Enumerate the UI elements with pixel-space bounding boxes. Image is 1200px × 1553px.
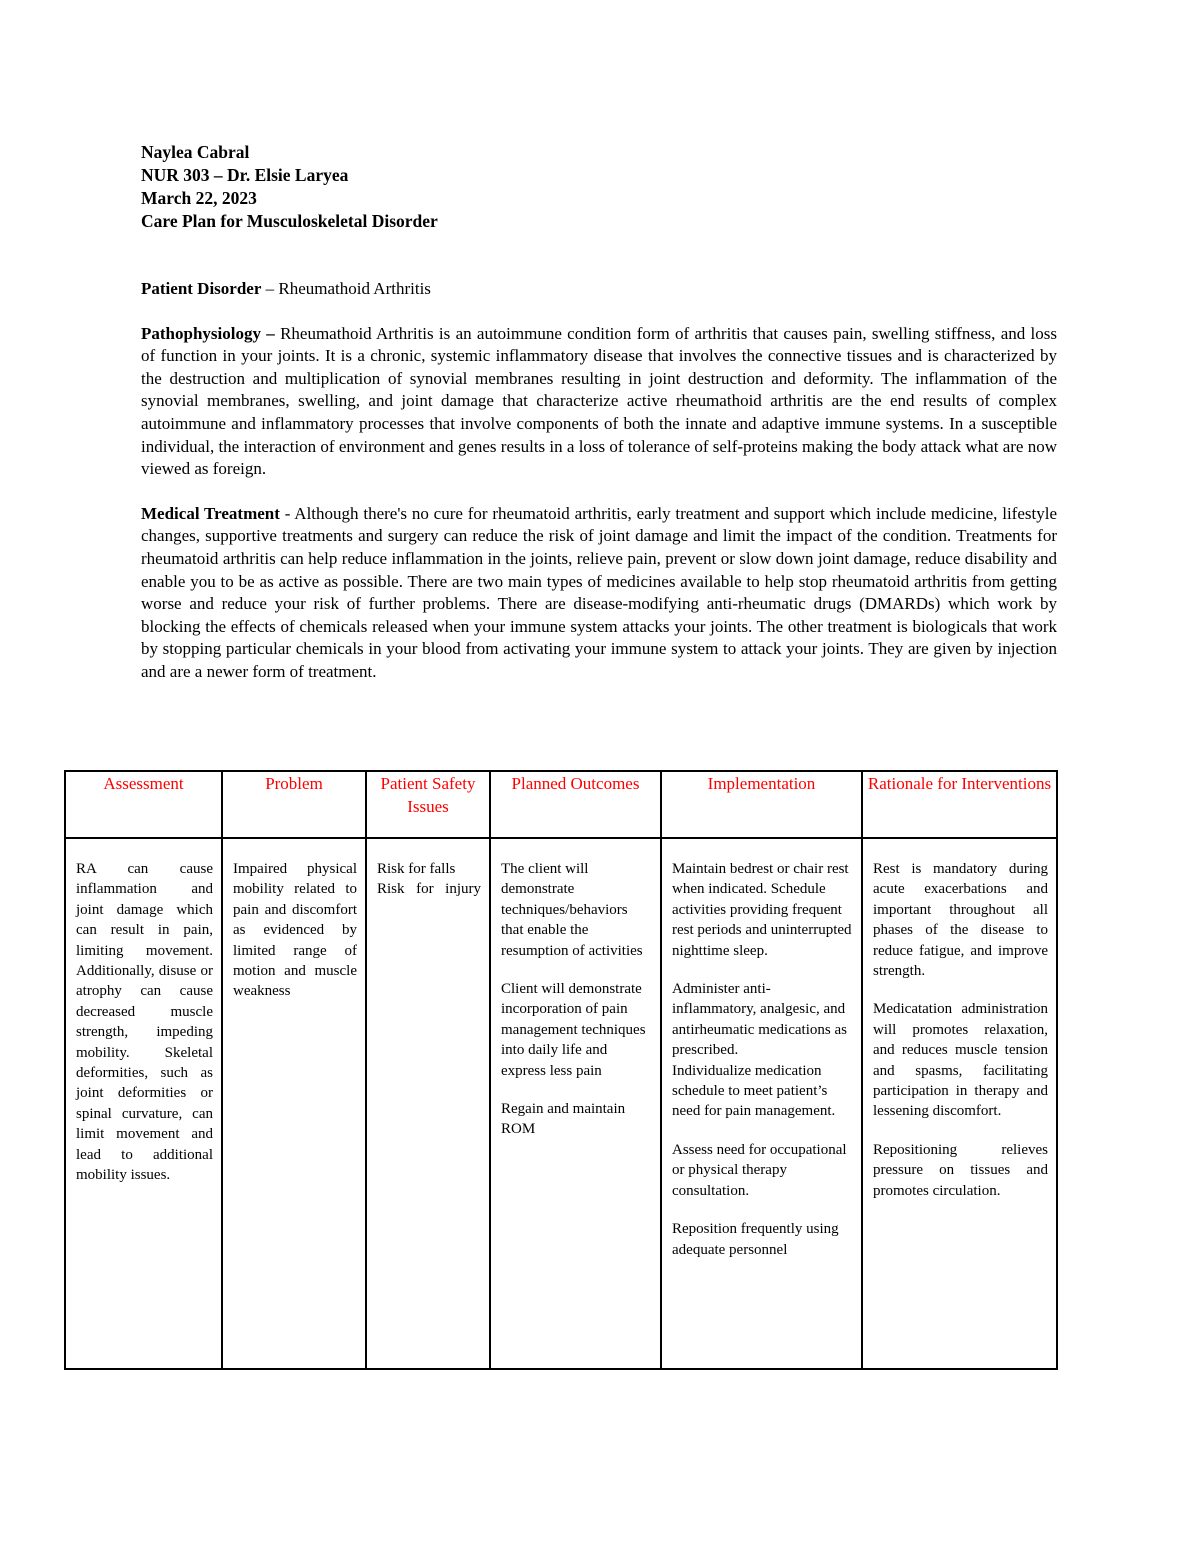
safety-item: Risk for injury <box>377 881 481 898</box>
assessment-text: RA can cause inflammation and joint damage which can result in pain, limiting movement. Additionally, disuse or atrophy can cause decreased muscle strength, impeding mobility. Skeletal deformities, such as joint deformities or spinal curvature, can limit movement and lead to additional mobility issues. <box>76 861 213 1184</box>
header-assessment: Assessment <box>65 771 222 838</box>
document-body <box>141 141 1057 684</box>
date-line: March 22, 2023 <box>141 188 257 208</box>
medical-treatment-section <box>141 503 1057 684</box>
outcomes-cell <box>490 838 661 1369</box>
header-implementation: Implementation <box>661 771 862 838</box>
problem-text: Impaired physical mobility related to pain and discomfort as evidenced by limited range of motion and muscle weakness <box>233 861 357 1000</box>
rationale-item: Rest is mandatory during acute exacerbations and important throughout all phases of the disease to reduce fatigue, and improve strength. <box>873 861 1048 980</box>
safety-item: Risk for falls <box>377 861 456 877</box>
patient-disorder-value: Rheumathoid Arthritis <box>278 279 431 298</box>
outcome-item: The client will demonstrate techniques/behaviors that enable the resumption of activities <box>501 861 643 959</box>
header-patient-safety-issues: Patient Safety Issues <box>366 771 490 838</box>
header-planned-outcomes: Planned Outcomes <box>490 771 661 838</box>
implementation-item: Reposition frequently using adequate personnel <box>672 1221 839 1258</box>
outcome-item: Client will demonstrate incorporation of pain management techniques into daily life and express less pain <box>501 981 646 1079</box>
pathophysiology-text: Rheumathoid Arthritis is an autoimmune condition form of arthritis that causes pain, swelling stiffness, and loss of function in your joints. It is a chronic, systemic inflammatory disease that involves the connective tissues and is characterized by the destruction and multiplication of synovial membranes resulting in joint destruction and deformity. The inflammation of the synovial membranes, swelling, and joint damage that characterize active rheumathoid arthritis are the end results of complex autoimmune and inflammatory processes that involve components of both the innate and adaptive immune systems. In a susceptible individual, the interaction of environment and genes results in a loss of tolerance of self-proteins making the body attack what are now viewed as foreign. <box>141 323 1057 479</box>
rationale-item: Repositioning relieves pressure on tissues and promotes circulation. <box>873 1141 1048 1199</box>
patient-disorder-dash: – <box>261 279 279 298</box>
implementation-item: Individualize medication schedule to meet patient’s need for pain management. <box>672 1062 836 1120</box>
safety-cell <box>366 838 490 1369</box>
pathophysiology-dash: – <box>260 323 281 343</box>
care-plan-table <box>64 770 1058 1370</box>
pathophysiology-section <box>141 323 1057 481</box>
pathophysiology-label: Pathophysiology <box>141 323 261 343</box>
rationale-cell <box>862 838 1057 1369</box>
implementation-cell <box>661 838 862 1369</box>
rationale-item: Medicatation administration will promotes relaxation, and reduces muscle tension and spasms, facilitating participation in therapy and lessening discomfort. <box>873 1001 1048 1120</box>
implementation-item: Maintain bedrest or chair rest when indicated. Schedule activities providing frequent rest periods and uninterrupted nighttime sleep. <box>672 861 852 959</box>
header-rationale: Rationale for Interventions <box>862 771 1057 838</box>
document-title: Care Plan for Musculoskeletal Disorder <box>141 211 438 231</box>
table-header-row <box>65 771 1057 838</box>
implementation-item: Administer anti-inflammatory, analgesic, and antirheumatic medications as prescribed. <box>672 981 847 1059</box>
author-name: Naylea Cabral <box>141 142 250 162</box>
patient-disorder-label: Patient Disorder <box>141 279 262 298</box>
medical-treatment-label: Medical Treatment <box>141 503 280 523</box>
assessment-cell <box>65 838 222 1369</box>
medical-treatment-text: Although there's no cure for rheumatoid arthritis, early treatment and support which include medicine, lifestyle changes, supportive treatments and surgery can reduce the risk of joint damage and limit the impact of the condition. Treatments for rheumatoid arthritis can help reduce inflammation in the joints, relieve pain, prevent or slow down joint damage, reduce disability and enable you to be as active as possible. There are two main types of medicines available to help stop rheumatoid arthritis from getting worse and reduce your risk of further problems. There are disease-modifying anti-rheumatic drugs (DMARDs) which work by blocking the effects of chemicals released when your immune system attacks your joints. The other treatment is biologicals that work by stopping particular chemicals in your blood from activating your immune system to attack your joints. They are given by injection and are a newer form of treatment. <box>141 503 1057 681</box>
implementation-item: Assess need for occupational or physical therapy consultation. <box>672 1141 847 1199</box>
patient-disorder <box>141 278 1057 301</box>
medical-treatment-dash: - <box>279 503 295 523</box>
table-row <box>65 838 1057 1369</box>
outcome-item: Regain and maintain ROM <box>501 1101 626 1138</box>
header-problem: Problem <box>222 771 366 838</box>
problem-cell <box>222 838 366 1369</box>
course-line: NUR 303 – Dr. Elsie Laryea <box>141 165 349 185</box>
